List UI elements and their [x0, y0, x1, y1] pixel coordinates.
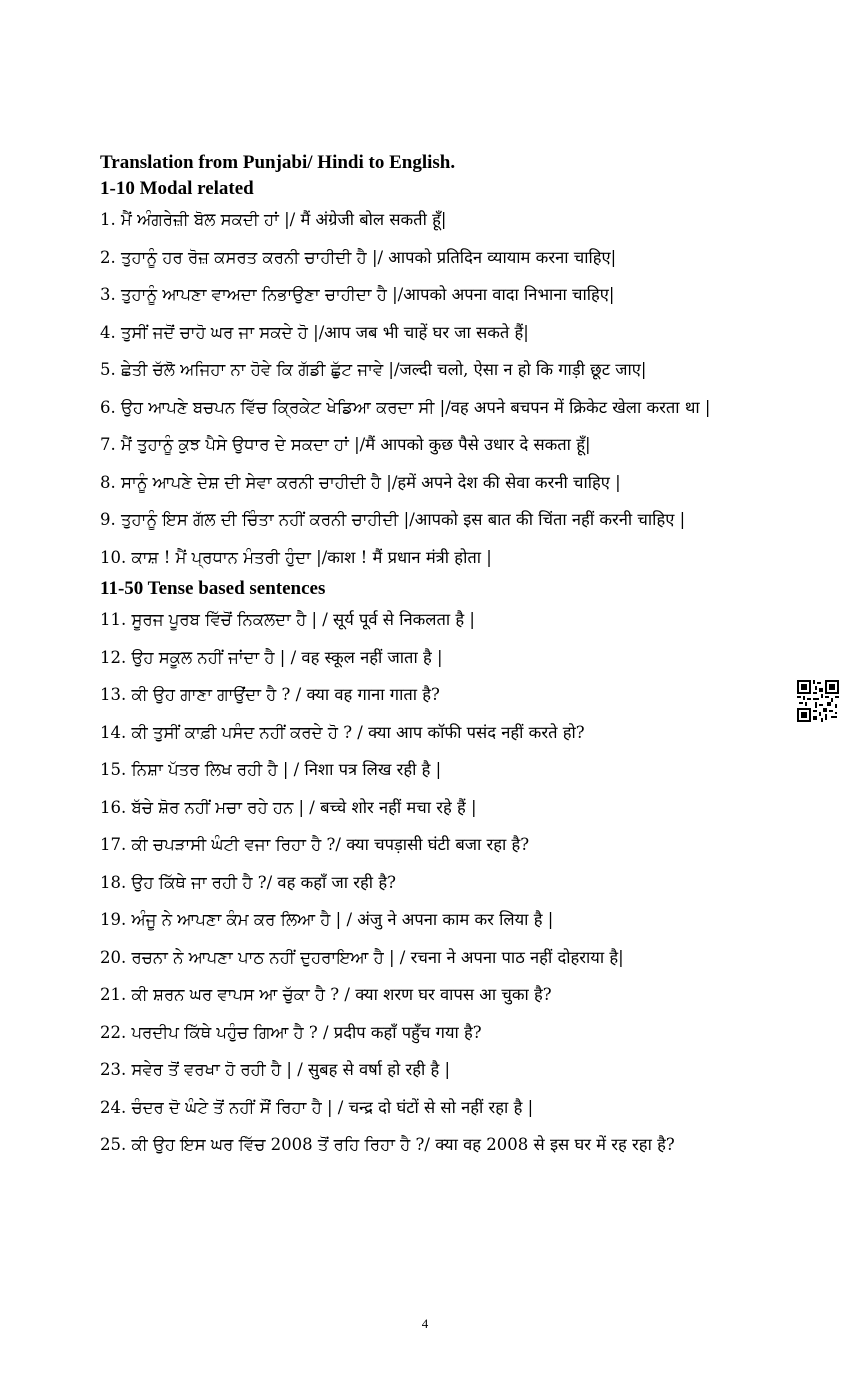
sentence-17: 17. ਕੀ ਚਪੜਾਸੀ ਘੰਟੀ ਵਜਾ ਰਿਹਾ ਹੈ ?/ क्या चपड़ासी घंटी बजा रहा है? — [100, 835, 530, 854]
sentence-23: 23. ਸਵੇਰ ਤੋਂ ਵਰਖਾ ਹੋ ਰਹੀ ਹੈ | / सुबह से वर्षा हो रही है | — [100, 1060, 451, 1079]
section-heading-tense: 11-50 Tense based sentences — [100, 578, 326, 599]
sentence-3: 3. ਤੁਹਾਨੂੰ ਆਪਣਾ ਵਾਅਦਾ ਨਿਭਾਉਣਾ ਚਾਹੀਦਾ ਹੈ |/आपको अपना वादा निभाना चाहिए| — [100, 285, 615, 304]
sentence-2: 2. ਤੁਹਾਨੂੰ ਹਰ ਰੋਜ਼ ਕਸਰਤ ਕਰਨੀ ਚਾਹੀਦੀ ਹੈ |/ आपको प्रतिदिन व्यायाम करना चाहिए| — [100, 247, 617, 267]
sentence-25: 25. ਕੀ ਉਹ ਇਸ ਘਰ ਵਿੱਚ 2008 ਤੋਂ ਰਹਿ ਰਿਹਾ ਹੈ ?/ क्या वह 2008 से इस घर में रह रहा है? — [100, 1135, 675, 1154]
sentence-7: 7. ਮੈਂ ਤੁਹਾਨੂੰ ਕੁਝ ਪੈਸੇ ਉਧਾਰ ਦੇ ਸਕਦਾ ਹਾਂ |/मैं आपको कुछ पैसे उधार दे सकता हूँ| — [100, 435, 591, 454]
document-title: Translation from Punjabi/ Hindi to English. — [100, 152, 456, 173]
sentence-11: 11. ਸੂਰਜ ਪੂਰਬ ਵਿੱਚੋਂ ਨਿਕਲਦਾ ਹੈ | / सूर्य पूर्व से निकलता है | — [100, 610, 475, 629]
sentence-14: 14. ਕੀ ਤੁਸੀਂ ਕਾਫ਼ੀ ਪਸੰਦ ਨਹੀਂ ਕਰਦੇ ਹੋ ? / क्या आप कॉफी पसंद नहीं करते हो? — [100, 722, 585, 742]
section-heading-modal: 1-10 Modal related — [100, 178, 254, 199]
page-content — [100, 150, 800, 1164]
sentence-1: 1. ਮੈਂ ਅੰਗਰੇਜ਼ੀ ਬੋਲ ਸਕਦੀ ਹਾਂ |/ मैं अंग्रेजी बोल सकती हूँ| — [100, 210, 447, 229]
sentence-24: 24. ਚੰਦਰ ਦੋ ਘੰਟੇ ਤੋਂ ਨਹੀਂ ਸੌਂ ਰਿਹਾ ਹੈ | / चन्द्र दो घंटों से सो नहीं रहा है | — [100, 1097, 534, 1117]
sentence-15: 15. ਨਿਸ਼ਾ ਪੱਤਰ ਲਿਖ ਰਹੀ ਹੈ | / निशा पत्र लिख रही है | — [100, 760, 442, 779]
sentence-13: 13. ਕੀ ਉਹ ਗਾਣਾ ਗਾਉਂਦਾ ਹੈ ? / क्या वह गाना गाता है? — [100, 685, 440, 704]
sentence-4: 4. ਤੁਸੀਂ ਜਦੋਂ ਚਾਹੋ ਘਰ ਜਾ ਸਕਦੇ ਹੋ |/आप जब भी चाहें घर जा सकते हैं| — [100, 322, 529, 342]
qr-code-icon — [797, 680, 839, 722]
sentence-6: 6. ਉਹ ਆਪਣੇ ਬਚਪਨ ਵਿੱਚ ਕ੍ਰਿਕੇਟ ਖੇਡਿਆ ਕਰਦਾ ਸੀ |/वह अपने बचपन में क्रिकेट खेला करता था | — [100, 397, 711, 417]
page-number: 4 — [421, 1316, 429, 1331]
sentence-18: 18. ਉਹ ਕਿੱਥੇ ਜਾ ਰਹੀ ਹੈ ?/ वह कहाँ जा रही है? — [100, 872, 396, 892]
sentence-8: 8. ਸਾਨੂੰ ਆਪਣੇ ਦੇਸ਼ ਦੀ ਸੇਵਾ ਕਰਨੀ ਚਾਹੀਦੀ ਹੈ |/हमें अपने देश की सेवा करनी चाहिए | — [100, 472, 621, 492]
sentence-19: 19. ਅੰਜੂ ਨੇ ਆਪਣਾ ਕੰਮ ਕਰ ਲਿਆ ਹੈ | / अंजु ने अपना काम कर लिया है | — [100, 910, 554, 929]
sentence-10: 10. ਕਾਸ਼ ! ਮੈਂ ਪ੍ਰਧਾਨ ਮੰਤਰੀ ਹੁੰਦਾ |/काश ! मैं प्रधान मंत्री होता | — [100, 547, 492, 567]
sentence-9: 9. ਤੁਹਾਨੂੰ ਇਸ ਗੱਲ ਦੀ ਚਿੰਤਾ ਨਹੀਂ ਕਰਨੀ ਚਾਹੀਦੀ |/आपको इस बात की चिंता नहीं करनी चाहिए | — [100, 510, 686, 529]
sentence-22: 22. ਪਰਦੀਪ ਕਿੱਥੇ ਪਹੁੰਚ ਗਿਆ ਹੈ ? / प्रदीप कहाँ पहुँच गया है? — [100, 1022, 482, 1042]
sentence-16: 16. ਬੱਚੇ ਸ਼ੋਰ ਨਹੀਂ ਮਚਾ ਰਹੇ ਹਨ | / बच्चे शोर नहीं मचा रहे हैं | — [100, 797, 477, 817]
sentence-20: 20. ਰਚਨਾ ਨੇ ਆਪਣਾ ਪਾਠ ਨਹੀਂ ਦੁਹਰਾਇਆ ਹੈ | / रचना ने अपना पाठ नहीं दोहराया है| — [100, 947, 624, 967]
sentence-21: 21. ਕੀ ਸ਼ਰਨ ਘਰ ਵਾਪਸ ਆ ਚੁੱਕਾ ਹੈ ? / क्या शरण घर वापस आ चुका है? — [100, 985, 552, 1004]
sentence-5: 5. ਛੇਤੀ ਚੱਲੋ ਅਜਿਹਾ ਨਾ ਹੋਵੇ ਕਿ ਗੱਡੀ ਛੁੱਟ ਜਾਵੇ |/जल्दी चलो, ऐसा न हो कि गाड़ी छूट जाए| — [100, 360, 647, 379]
sentence-12: 12. ਉਹ ਸਕੂਲ ਨਹੀਂ ਜਾਂਦਾ ਹੈ | / वह स्कूल नहीं जाता है | — [100, 647, 443, 667]
